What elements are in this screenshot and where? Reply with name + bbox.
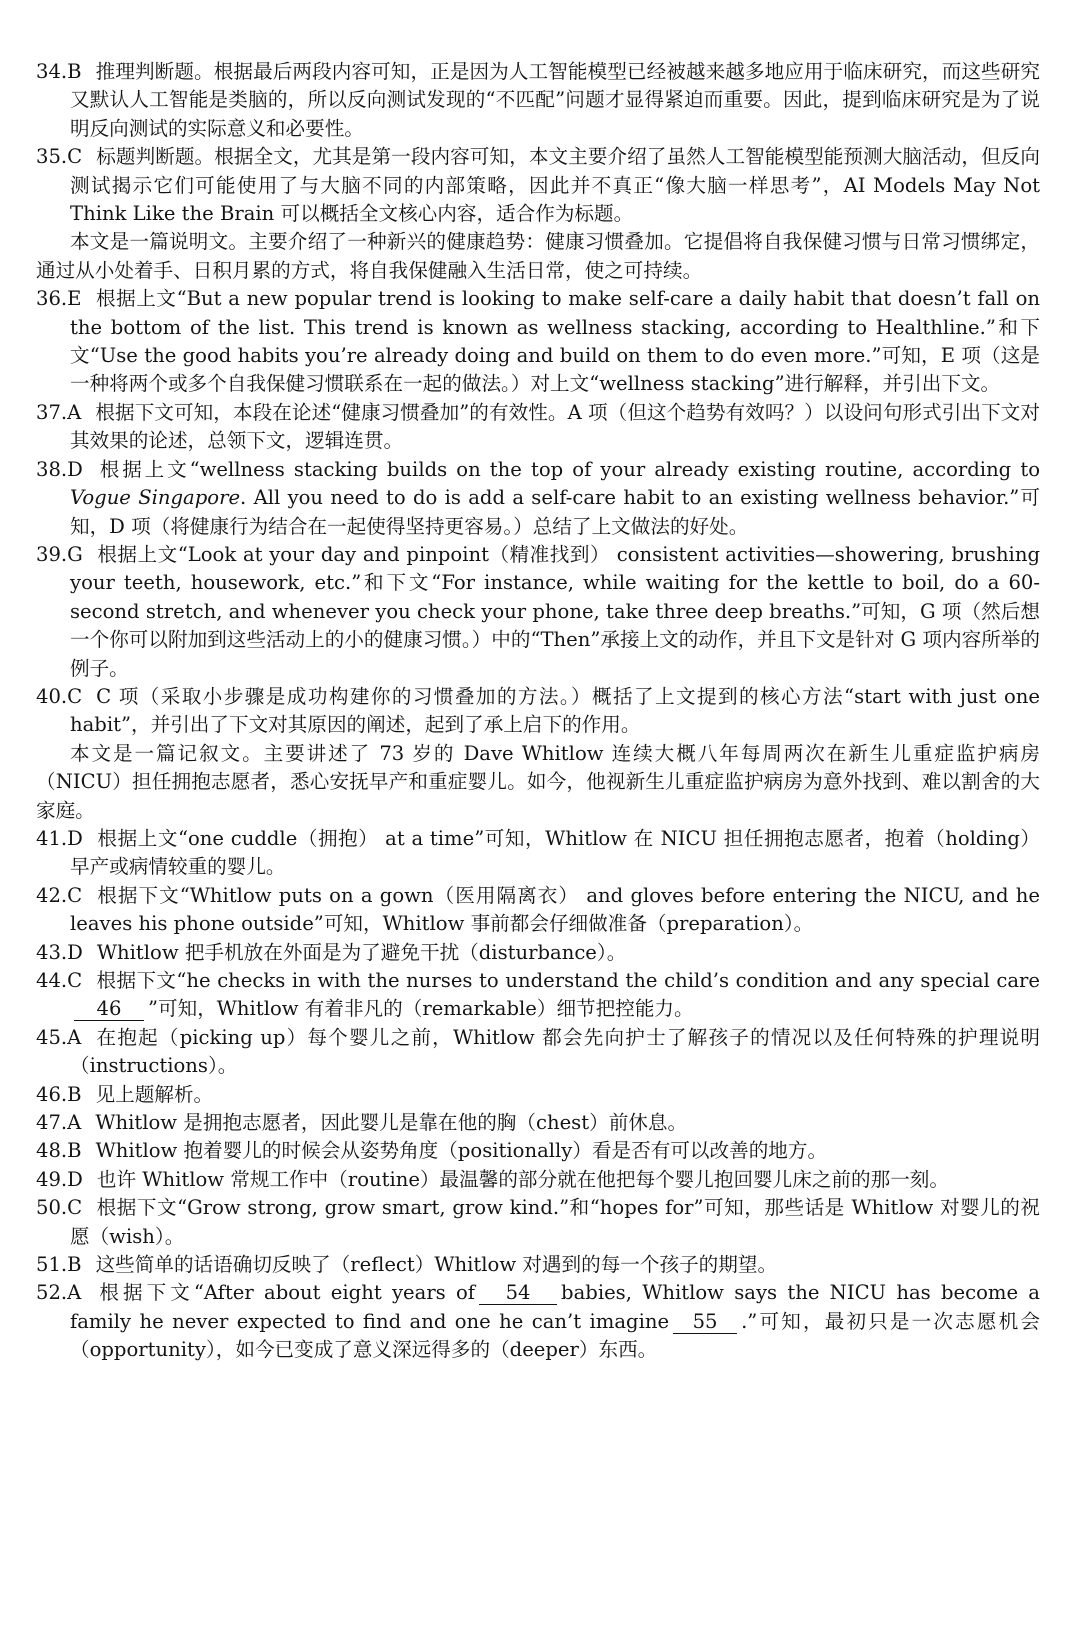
explanation-text: ”可知，Whitlow 有着非凡的（remarkable）细节把控能力。 bbox=[148, 997, 694, 1021]
answer-item-49 bbox=[36, 1166, 1040, 1194]
answer-letter: G bbox=[67, 542, 83, 566]
question-number: 42. bbox=[36, 883, 68, 907]
explanation-text: 根据下文“After about eight years of bbox=[95, 1281, 476, 1305]
blank-54: 54 bbox=[479, 1282, 557, 1305]
answer-letter: D bbox=[67, 940, 83, 964]
blank-46: 46 bbox=[74, 998, 144, 1021]
explanation-text: 也许 Whitlow 常规工作中（routine）最温馨的部分就在他把每个婴儿抱回婴儿床之前的那一刻。 bbox=[96, 1167, 949, 1191]
answer-item-50 bbox=[36, 1194, 1040, 1251]
explanation-text: 根据上文“But a new popular trend is looking to make self-care a daily habit that doesn’t fall on the bottom of the list. This trend is known as wellness stacking, according to Healthline.”和下文“Use the good habits you’re already doing and build on them to do even more.”可知，E 项（这是一种将两个或多个自我保健习惯联系在一起的做法。）对上文“wellness stacking”进行解释，并引出下文。 bbox=[70, 287, 1040, 396]
answer-letter: C bbox=[67, 883, 83, 907]
answer-item-52 bbox=[36, 1279, 1040, 1364]
question-number: 51. bbox=[36, 1253, 68, 1277]
explanation-text: 根据上文“Look at your day and pinpoint（精准找到） consistent activities—showering, brushing your teeth, housework, etc.”和下文“For instance, while waiting for the kettle to boil, do a 60-second stretch, and whenever you check your phone, take three deep breaths.”可知，G 项（然后想一个你可以附加到这些活动上的小的健康习惯。）中的“Then”承接上文的动作，并且下文是针对 G 项内容所举的例子。 bbox=[70, 542, 1040, 680]
question-number: 49. bbox=[36, 1167, 68, 1191]
question-number: 44. bbox=[36, 969, 68, 992]
answer-item-39 bbox=[36, 541, 1040, 683]
explanation-text: Whitlow 抱着婴儿的时候会从姿势角度（positionally）看是否有可以改善的地方。 bbox=[95, 1139, 828, 1163]
answer-letter: B bbox=[67, 60, 82, 83]
explanation-text: .”可知，最初只是一次志愿机会（opportunity），如今已变成了意义深远得多的（deeper）东西。 bbox=[70, 1309, 1041, 1362]
question-number: 52. bbox=[36, 1281, 68, 1305]
explanation-text: 这些简单的话语确切反映了（reflect）Whitlow 对遇到的每一个孩子的期望。 bbox=[95, 1253, 778, 1277]
answer-letter: C bbox=[67, 969, 83, 992]
answer-letter: C bbox=[67, 1196, 83, 1220]
explanation-text: 推理判断题。根据最后两段内容可知，正是因为人工智能模型已经被越来越多地应用于临床研究，而这些研究又默认人工智能是类脑的，所以反向测试发现的“不匹配”问题才显得紧迫而重要。因此，提到临床研究是为了说明反向测试的实际意义和必要性。 bbox=[70, 60, 1040, 140]
answer-letter: A bbox=[67, 1281, 82, 1305]
answer-letter: A bbox=[67, 400, 82, 424]
answer-item-41 bbox=[36, 825, 1040, 882]
answer-item-35 bbox=[36, 143, 1040, 228]
explanation-text: Whitlow 是拥抱志愿者，因此婴儿是靠在他的胸（chest）前休息。 bbox=[95, 1111, 688, 1135]
blank-55: 55 bbox=[673, 1311, 737, 1334]
answer-item-40 bbox=[36, 683, 1040, 740]
answer-item-47 bbox=[36, 1109, 1040, 1137]
explanation-text: 根据下文“Grow strong, grow smart, grow kind.”和“hopes for”可知，那些话是 Whitlow 对婴儿的祝愿（wish）。 bbox=[70, 1196, 1040, 1248]
cloze-summary: 本文是一篇记叙文。主要讲述了 73 岁的 Dave Whitlow 连续大概八年每周两次在新生儿重症监护病房（NICU）担任拥抱志愿者，悉心安抚早产和重症婴儿。如今，他视新生儿重症监护病房为意外找到、难以割舍的大家庭。 bbox=[36, 741, 1040, 822]
question-number: 50. bbox=[36, 1196, 68, 1220]
question-number: 43. bbox=[36, 940, 68, 964]
answer-item-48 bbox=[36, 1137, 1040, 1165]
answer-letter: D bbox=[67, 826, 83, 850]
question-number: 41. bbox=[36, 826, 68, 850]
answer-item-43 bbox=[36, 939, 1040, 967]
answer-item-46 bbox=[36, 1081, 1040, 1109]
explanation-text: 在抱起（picking up）每个婴儿之前，Whitlow 都会先向护士了解孩子的情况以及任何特殊的护理说明（instructions）。 bbox=[70, 1025, 1040, 1078]
answer-letter: B bbox=[67, 1253, 82, 1277]
answer-letter: A bbox=[67, 1111, 82, 1135]
question-number: 46. bbox=[36, 1082, 68, 1106]
answer-letter: C bbox=[67, 684, 83, 708]
answer-letter: C bbox=[67, 145, 83, 169]
answer-item-51 bbox=[36, 1251, 1040, 1279]
question-number: 35. bbox=[36, 145, 68, 169]
answer-letter: D bbox=[67, 457, 83, 481]
answer-item-42 bbox=[36, 882, 1040, 939]
question-number: 47. bbox=[36, 1111, 68, 1135]
answer-letter: B bbox=[67, 1082, 82, 1106]
explanation-text: 根据下文“Whitlow puts on a gown（医用隔离衣） and gloves before entering the NICU, and he leaves his phone outside”可知，Whitlow 事前都会仔细做准备（preparation）。 bbox=[70, 883, 1040, 936]
question-number: 45. bbox=[36, 1025, 68, 1049]
question-number: 34. bbox=[36, 60, 68, 83]
question-number: 40. bbox=[36, 684, 68, 708]
magazine-title: Vogue Singapore bbox=[70, 486, 241, 510]
question-number: 39. bbox=[36, 542, 68, 566]
passage-d-summary: 本文是一篇说明文。主要介绍了一种新兴的健康趋势：健康习惯叠加。它提倡将自我保健习惯与日常习惯绑定，通过从小处着手、日积月累的方式，将自我保健融入生活日常，使之可持续。 bbox=[36, 230, 1040, 282]
question-number: 36. bbox=[36, 287, 68, 311]
explanation-text: . All you need to do is add a self-care habit to an existing wellness behavior.”可知，D 项（将健康行为结合在一起使得坚持更容易。）总结了上文做法的好处。 bbox=[70, 486, 1040, 538]
explanation-text: C 项（采取小步骤是成功构建你的习惯叠加的方法。）概括了上文提到的核心方法“start with just one habit”，并引出了下文对其原因的阐述，起到了承上启下的作用。 bbox=[70, 684, 1040, 737]
explanation-text: 标题判断题。根据全文，尤其是第一段内容可知，本文主要介绍了虽然人工智能模型能预测大脑活动，但反向测试揭示它们可能使用了与大脑不同的内部策略，因此并不真正“像大脑一样思考”，AI Models May Not Think Like the Brain 可以概括全文核心内容，适合作为标题。 bbox=[70, 145, 1040, 226]
answer-letter: E bbox=[67, 287, 82, 311]
answer-letter: D bbox=[67, 1167, 83, 1191]
question-number: 38. bbox=[36, 457, 68, 481]
explanation-text: 根据上文“wellness stacking builds on the top of your already existing routine, according to bbox=[96, 457, 1040, 481]
answer-item-37 bbox=[36, 399, 1040, 456]
answer-letter: B bbox=[67, 1139, 82, 1163]
explanation-text: Whitlow 把手机放在外面是为了避免干扰（disturbance）。 bbox=[96, 940, 627, 964]
question-number: 48. bbox=[36, 1139, 68, 1163]
explanation-text: babies, Whitlow says the NICU has become a family he never expected to find and one he can’t imagine bbox=[70, 1281, 1040, 1333]
question-number: 37. bbox=[36, 400, 68, 424]
answer-item-34 bbox=[36, 58, 1040, 143]
explanation-text: 根据下文可知，本段在论述“健康习惯叠加”的有效性。A 项（但这个趋势有效吗？）以设问句形式引出下文对其效果的论述，总领下文，逻辑连贯。 bbox=[70, 400, 1040, 453]
answer-item-36 bbox=[36, 285, 1040, 399]
explanation-text: 根据上文“one cuddle（拥抱） at a time”可知，Whitlow 在 NICU 担任拥抱志愿者，抱着（holding）早产或病情较重的婴儿。 bbox=[70, 826, 1040, 879]
answer-letter: A bbox=[67, 1025, 82, 1049]
answer-item-44 bbox=[36, 967, 1040, 1024]
explanation-text: 见上题解析。 bbox=[95, 1082, 214, 1106]
explanation-text: 根据下文“he checks in with the nurses to understand the child’s condition and any special care bbox=[96, 969, 1040, 992]
answer-item-38 bbox=[36, 456, 1040, 541]
answer-item-45 bbox=[36, 1024, 1040, 1081]
